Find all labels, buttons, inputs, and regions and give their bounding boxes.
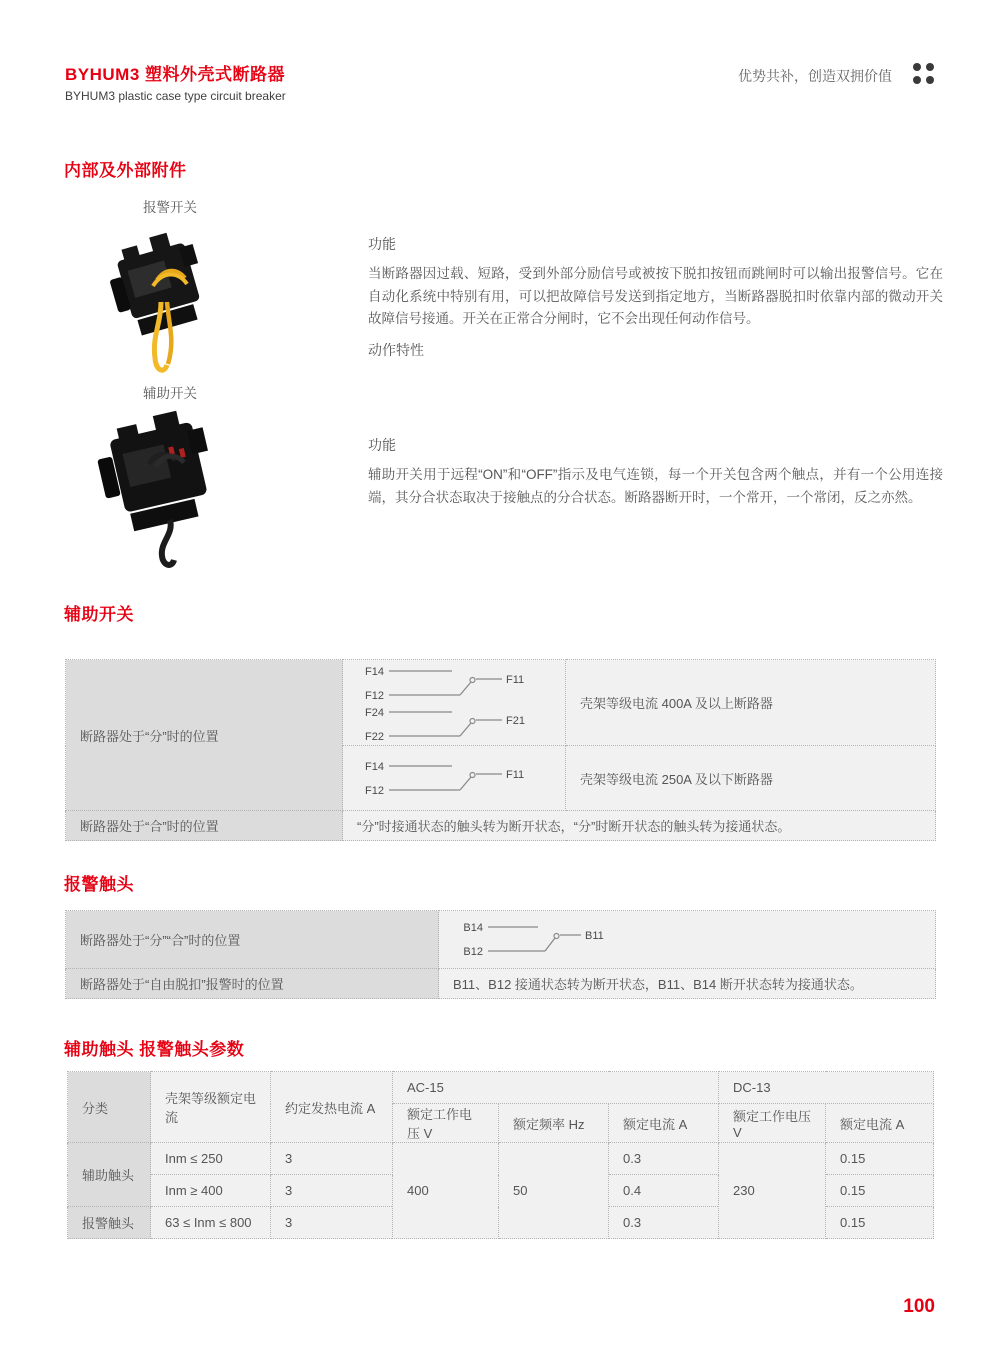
- cell-dc-current: 0.15: [826, 1143, 934, 1175]
- table-row: [66, 660, 936, 746]
- contact-diagram-f21: [357, 704, 542, 742]
- terminal-label: F21: [506, 715, 525, 727]
- params-table: [67, 1071, 934, 1239]
- cell-ith: 3: [271, 1143, 393, 1175]
- cell-ac-voltage: 400: [393, 1143, 499, 1239]
- header-ac15: AC-15: [393, 1072, 719, 1104]
- terminal-label: F12: [365, 690, 384, 701]
- contact-diagram-f11: [357, 663, 542, 701]
- cell-dc-current: 0.15: [826, 1207, 934, 1239]
- product-title-zh: BYHUM3 塑料外壳式断路器: [65, 65, 286, 84]
- aux-switch-photo: [88, 402, 238, 574]
- brand-dots-icon: [913, 63, 934, 84]
- product-title-en: BYHUM3 plastic case type circuit breaker: [65, 89, 286, 103]
- alarm-action-title: 动作特性: [368, 341, 424, 358]
- terminal-label: B11: [585, 930, 604, 942]
- cell-ac-current: 0.4: [609, 1175, 719, 1207]
- diagram-cell-250: [343, 746, 566, 811]
- cell-dc-voltage: 230: [719, 1143, 826, 1239]
- alarm-trip-label-cell: 断路器处于“自由脱扣”报警时的位置: [66, 969, 439, 999]
- cell-range: Inm ≥ 400: [151, 1175, 271, 1207]
- header-dc13: DC-13: [719, 1072, 934, 1104]
- terminal-label: F11: [506, 674, 525, 686]
- cell-category-aux: 辅助触头: [68, 1143, 151, 1207]
- contact-diagram-b11: [453, 919, 618, 957]
- alarm-switch-label: 报警开关: [143, 200, 197, 215]
- alarm-diagram-cell: [439, 911, 936, 969]
- terminal-label: F22: [365, 731, 384, 742]
- cell-ac-frequency: 50: [499, 1143, 609, 1239]
- alarm-switch-photo: [105, 224, 220, 382]
- open-position-label-cell: 断路器处于“分”时的位置: [66, 660, 343, 811]
- alarm-function-title: 功能: [368, 236, 396, 252]
- closed-position-text-cell: “分”时接通状态的触头转为断开状态，“分”时断开状态的触头转为接通状态。: [343, 811, 936, 841]
- header-thermal-current: 约定发热电流 A: [271, 1072, 393, 1143]
- header-category: 分类: [68, 1072, 151, 1143]
- terminal-label: F11: [506, 768, 525, 781]
- table-row: [68, 1143, 934, 1175]
- alarm-function-text: 当断路器因过载、短路，受到外部分励信号或被按下脱扣按钮而跳闸时可以输出报警信号。它在自动化系统中特别有用，可以把故障信号发送到指定地方，当断路器脱扣时依靠内部的微动开关故障信号接通。开关在正常合分闸时，它不会出现任何动作信号。: [368, 266, 943, 326]
- cell-ith: 3: [271, 1175, 393, 1207]
- section-title-accessories: 内部及外部附件: [64, 161, 187, 180]
- page-number: 100: [903, 1296, 935, 1317]
- closed-position-label-cell: 断路器处于“合”时的位置: [66, 811, 343, 841]
- section-title-params: 辅助触头 报警触头参数: [64, 1040, 245, 1059]
- aux-switch-description: [368, 435, 943, 509]
- section-title-alarm-contact: 报警触头: [64, 875, 134, 894]
- brand-slogan: 优势共补，创造双拥价值: [738, 68, 892, 84]
- cell-ith: 3: [271, 1207, 393, 1239]
- contact-diagram-f11-lower: [357, 758, 542, 796]
- frame-400-text-cell: 壳架等级电流 400A 及以上断路器: [566, 660, 936, 746]
- cell-ac-current: 0.3: [609, 1143, 719, 1175]
- cell-ac-current: 0.3: [609, 1207, 719, 1239]
- header-ac-frequency: 额定频率 Hz: [499, 1104, 609, 1143]
- cell-range: Inm ≤ 250: [151, 1143, 271, 1175]
- terminal-label: F24: [365, 707, 384, 719]
- diagram-cell-400: [343, 660, 566, 746]
- cell-dc-current: 0.15: [826, 1175, 934, 1207]
- table-row: [66, 811, 936, 841]
- table-header-row: [68, 1072, 934, 1104]
- header-ac-current: 额定电流 A: [609, 1104, 719, 1143]
- cell-range: 63 ≤ Inm ≤ 800: [151, 1207, 271, 1239]
- aux-switch-table: [65, 659, 936, 841]
- alarm-position-label-cell: 断路器处于“分”“合”时的位置: [66, 911, 439, 969]
- page-header: [65, 60, 286, 103]
- aux-switch-label: 辅助开关: [143, 386, 197, 401]
- aux-function-text: 辅助开关用于远程“ON”和“OFF”指示及电气连锁，每一个开关包含两个触点，并有一个公用连接端，其分合状态取决于接触点的分合状态。断路器断开时，一个常开，一个常闭，反之亦然。: [368, 467, 943, 505]
- frame-250-text-cell: 壳架等级电流 250A 及以下断路器: [566, 746, 936, 811]
- contact-diagram-stack: [357, 663, 551, 742]
- header-frame-current: 壳架等级额定电流: [151, 1072, 271, 1143]
- table-row: [66, 969, 936, 999]
- aux-function-title: 功能: [368, 437, 396, 453]
- header-dc-voltage: 额定工作电压 V: [719, 1104, 826, 1143]
- terminal-label: F12: [365, 784, 384, 796]
- terminal-label: F14: [365, 760, 384, 773]
- terminal-label: F14: [365, 666, 384, 678]
- terminal-label: B12: [463, 946, 483, 957]
- alarm-switch-description: [368, 234, 943, 360]
- alarm-contact-table: [65, 910, 936, 999]
- header-dc-current: 额定电流 A: [826, 1104, 934, 1143]
- header-ac-voltage: 额定工作电压 V: [393, 1104, 499, 1143]
- table-row: [66, 911, 936, 969]
- terminal-label: B14: [463, 922, 483, 934]
- alarm-trip-text-cell: B11、B12 接通状态转为断开状态，B11、B14 断开状态转为接通状态。: [439, 969, 936, 999]
- section-title-aux-switch: 辅助开关: [64, 605, 134, 624]
- cell-category-alarm: 报警触头: [68, 1207, 151, 1239]
